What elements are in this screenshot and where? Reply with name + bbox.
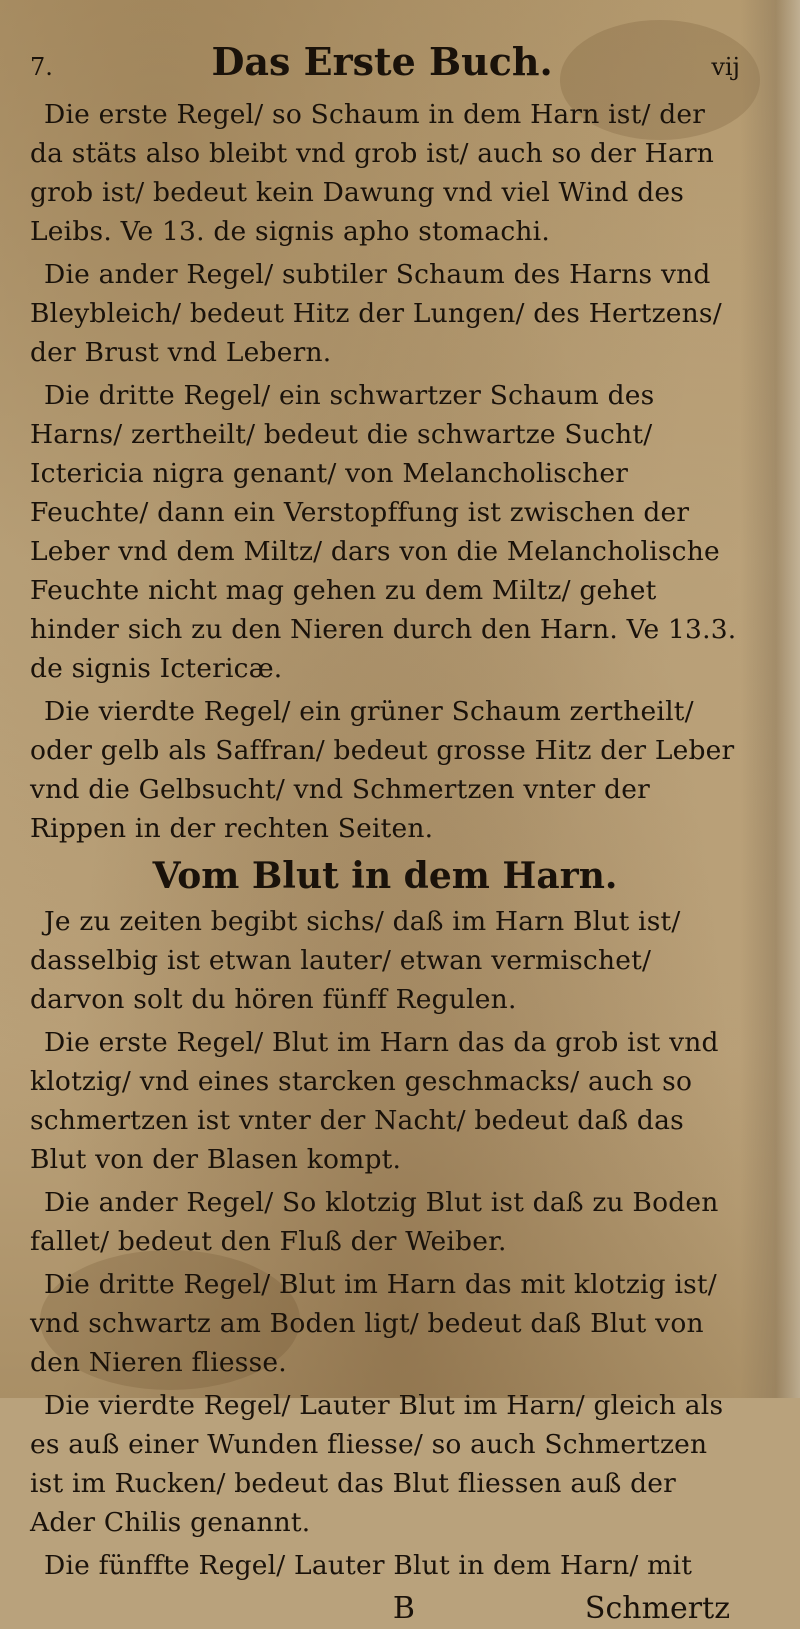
paragraph: Die erste Regel/ so Schaum in dem Harn ist/ der da stäts also bleibt vnd grob ist/ auch so der Harn grob ist/ bedeut kein Dawung vnd viel Wind des Leibs. Ve 13. de signis apho stomachi. [30, 99, 715, 247]
paragraph: Die vierdte Regel/ ein grüner Schaum zertheilt/ oder gelb als Saffran/ bedeut grosse Hitz der Leber vnd die Gelbsucht/ vnd Schmertzen vnter der Rippen in der rechten Seiten. [30, 696, 735, 844]
page-footer [30, 1589, 740, 1629]
paragraph: Die fünffte Regel/ Lauter Blut in dem Harn/ mit [44, 1550, 693, 1581]
paragraph: Die erste Regel/ Blut im Harn das da grob ist vnd klotzig/ vnd eines starcken geschmacks/ auch so schmertzen ist vnter der Nacht/ bedeut daß das Blut von der Blasen kompt. [30, 1027, 719, 1175]
page-header [30, 40, 740, 89]
paragraph: Die ander Regel/ subtiler Schaum des Harns vnd Bleybleich/ bedeut Hitz der Lungen/ des Hertzens/ der Brust vnd Lebern. [30, 259, 722, 368]
paragraph: Je zu zeiten begibt sichs/ daß im Harn Blut ist/ dasselbig ist etwan lauter/ etwan vermischet/ darvon solt du hören fünff Regulen. [30, 906, 681, 1015]
folio-left: 7. [30, 53, 53, 81]
page-edge [740, 0, 800, 1398]
paragraph: Die dritte Regel/ Blut im Harn das mit klotzig ist/ vnd schwartz am Boden ligt/ bedeut daß Blut von den Nieren fliesse. [30, 1269, 717, 1378]
catchword: Schmertz [584, 1591, 730, 1626]
section-title: Vom Blut in dem Harn. [152, 855, 618, 897]
running-title: Das Erste Buch. [211, 39, 553, 84]
paragraph: Die dritte Regel/ ein schwartzer Schaum des Harns/ zertheilt/ bedeut die schwartze Sucht/ Ictericia nigra genant/ von Melancholischer Feuchte/ dann ein Verstopffung ist zwischen der Leber vnd dem Miltz/ dars von die Melancholische Feuchte nicht mag gehen zu dem Miltz/ gehet hinder sich zu den Nieren durch den Harn. Ve 13.3. de signis Ictericæ. [30, 380, 737, 684]
signature-mark: B [392, 1591, 415, 1626]
folio-right: vij [711, 53, 740, 81]
paragraph: Die ander Regel/ So klotzig Blut ist daß zu Boden fallet/ bedeut den Fluß der Weiber. [30, 1187, 719, 1257]
paragraph: Die vierdte Regel/ Lauter Blut im Harn/ gleich als es auß einer Wunden fliesse/ so auch Schmertzen ist im Rucken/ bedeut das Blut fliessen auß der Ader Chilis genannt. [30, 1390, 724, 1538]
text-block [30, 40, 740, 1629]
